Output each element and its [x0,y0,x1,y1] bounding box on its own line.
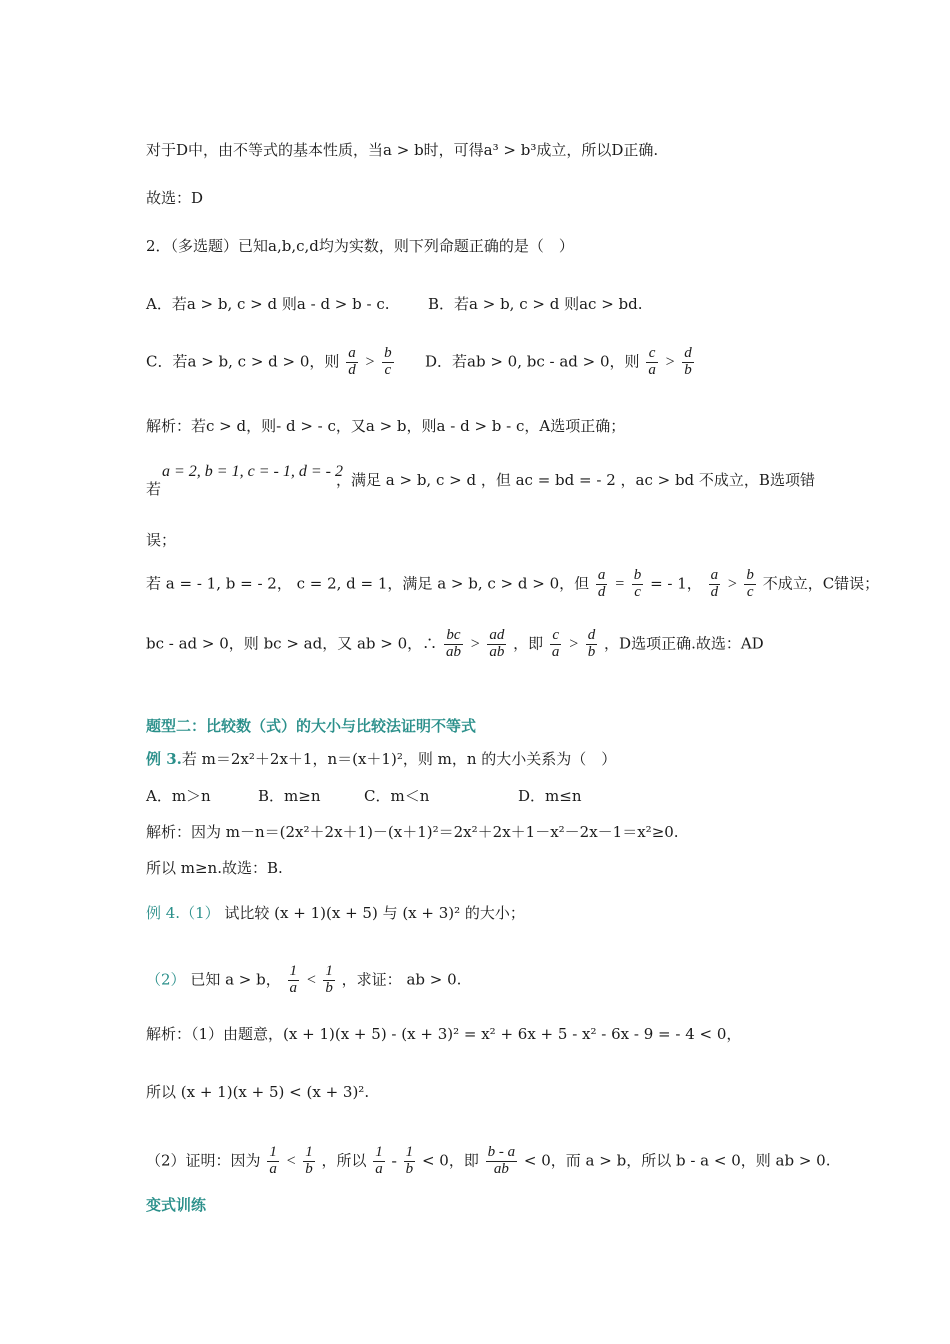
solution-d: bc - ad > 0，则 bc > ad，又 ab > 0，∴ $\frac{bc}{ab}$ > $\frac{ad}{ab}$ ，即 $\frac{c}{a}$ > $\frac{d}{b}$ ，D选项正确.故选：AD [146,627,764,660]
line-text: a = 2, b = 1, c = - 1, d = - 2 [162,463,343,480]
example-4-solution-1-conclusion [146,1085,369,1100]
fraction-1-over-a: $\frac{1}{a}$ [289,963,298,996]
option-text: B．m≥n [258,787,321,805]
solution-c: 若 a = - 1, b = - 2， c = 2, d = 1，满足 a > b, c > d > 0，但 $\frac{a}{d}$ = $\frac{b}{c}$ = - 1， $\frac{a}{d}$ > $\frac{b}{c}$ 不成立，C错误； [146,567,880,600]
fraction-c-over-a: $\frac{c}{a}$ [648,345,656,378]
line-text: ，求证： ab > 0. [341,970,462,989]
line-text: 若 a = - 1, b = - 2， c = 2, d = 1，满足 a > b, c > d > 0，但 [146,574,590,593]
fraction-1-over-b: $\frac{1}{b}$ [325,963,333,996]
text-line-d-analysis [146,143,658,158]
line-text: 误； [146,531,177,549]
example-3-option-c [364,789,429,804]
line-text: bc - ad > 0，则 bc > ad，又 ab > 0，∴ [146,634,438,653]
fraction-b-minus-a-over-ab: $\frac{b - a}{ab}$ [487,1144,516,1177]
line-text: 若 [146,480,162,498]
fraction-1-over-b: $\frac{1}{b}$ [405,1144,414,1177]
line-text: ，D选项正确.故选：AD [604,634,764,653]
line-text: = - 1， [650,574,702,593]
fraction-1-over-a: $\frac{1}{a}$ [269,1144,277,1177]
fraction-ad-over-ab: $\frac{ad}{ab}$ [489,627,505,660]
fraction-1-over-a: $\frac{1}{a}$ [375,1144,383,1177]
heading-text: 变式训练 [146,1196,207,1214]
line-text: ，所以 [321,1151,367,1170]
line-text: ，即 [513,634,544,653]
option-d: D．若ab > 0, bc - ad > 0，则 $\frac{c}{a}$ > $\frac{d}{b}$ [425,345,692,378]
fraction-a-over-d: $\frac{a}{d}$ [348,345,356,378]
heading-text: 题型二：比较数（式）的大小与比较法证明不等式 [146,717,477,735]
example-3-option-d [518,789,581,804]
example-3-option-b [258,789,320,804]
line-text: 所以 (x + 1)(x + 5) < (x + 3)². [146,1083,370,1101]
option-text: D．m≤n [518,787,582,805]
line-text: 已知 a > b， [190,970,281,989]
option-a [146,297,390,312]
example-3 [146,752,616,767]
line-text: < 0，即 [421,1151,479,1170]
example-3-label: 例 3. [146,750,182,768]
example-4-text: 试比较 (x + 1)(x + 5) 与 (x + 3)² 的大小； [224,904,525,922]
option-text: A．m＞n [146,787,211,805]
fraction-a-over-d: $\frac{a}{d}$ [597,567,606,600]
line-text: （2）证明：因为 [146,1151,261,1170]
section-heading [146,719,476,734]
option-b-text: B．若a > b, c > d 则ac > bd. [428,295,643,313]
example-3-text: 若 m＝2x²＋2x＋1，n＝(x＋1)²，则 m，n 的大小关系为（ ） [181,750,617,768]
option-a-text: A．若a > b, c > d 则a - d > b - c. [146,295,390,313]
fraction-d-over-b: $\frac{d}{b}$ [587,627,596,660]
counterexample-values [162,464,343,480]
line-text: < 0，而 a > b，所以 b - a < 0，则 ab > 0. [523,1151,831,1170]
example-3-solution [146,825,679,840]
line-text: 对于D中，由不等式的基本性质，当a > b时，可得a³ > b³成立，所以D正确. [146,141,659,159]
fraction-a-over-d: $\frac{a}{d}$ [710,567,719,600]
fraction-b-over-c: $\frac{b}{c}$ [384,345,392,378]
example-4-solution-1 [146,1027,741,1042]
option-c: C．若a > b, c > d > 0，则 $\frac{a}{d}$ > $\frac{b}{c}$ [146,345,392,378]
option-c-text: C．若a > b, c > d > 0，则 [146,352,340,371]
line-text: 解析：若c > d，则- d > - c，又a > b，则a - d > b - c，A选项正确； [146,417,626,435]
solution-a [146,419,625,434]
example-4-solution-2: （2）证明：因为 $\frac{1}{a}$ < $\frac{1}{b}$ ，所以 $\frac{1}{a}$ - $\frac{1}{b}$ < 0，即 $\frac{b - a}{ab}$ < 0，而 a > b，所以 b - a < 0，则 ab > 0. [146,1144,831,1177]
solution-b [336,473,815,488]
example-4-label: 例 4.（1） [146,904,220,922]
option-text: C．m＜n [364,787,430,805]
line-text: ，满足 a > b, c > d ，但 ac = bd = - 2 ，ac > bd 不成立，B选项错 [336,471,815,489]
fraction-b-over-c: $\frac{b}{c}$ [633,567,642,600]
text-line-answer-d [146,191,203,206]
line-text: 不成立，C错误； [762,574,880,593]
line-text: 所以 m≥n.故选：B. [146,859,283,877]
fraction-b-over-c: $\frac{b}{c}$ [746,567,754,600]
example-4-part-1 [146,906,525,921]
option-b [428,297,643,312]
example-3-option-a [146,789,211,804]
solution-b-prefix [146,482,161,497]
section-heading-practice [146,1198,206,1213]
fraction-bc-over-ab: $\frac{bc}{ab}$ [445,627,461,660]
fraction-d-over-b: $\frac{d}{b}$ [684,345,692,378]
solution-b-end [146,533,176,548]
fraction-1-over-b: $\frac{1}{b}$ [305,1144,313,1177]
line-text: 解析：（1）由题意，(x + 1)(x + 5) - (x + 3)² = x² + 6x + 5 - x² - 6x - 9 = - 4 < 0， [146,1025,742,1043]
question-2-stem [146,239,574,254]
line-text: 2．（多选题）已知a,b,c,d均为实数，则下列命题正确的是（ ） [146,237,574,255]
option-d-text: D．若ab > 0, bc - ad > 0，则 [425,352,640,371]
line-text: 故选：D [146,189,204,207]
example-3-answer [146,861,283,876]
fraction-c-over-a: $\frac{c}{a}$ [551,627,560,660]
line-text: 解析：因为 m－n＝(2x²＋2x＋1)－(x＋1)²＝2x²＋2x＋1－x²－2x－1＝x²≥0. [146,823,679,841]
example-4-part-2: （2） 已知 a > b， $\frac{1}{a}$ < $\frac{1}{b}$ ，求证： ab > 0. [146,963,462,996]
example-4-part-2-label: （2） [146,970,186,989]
